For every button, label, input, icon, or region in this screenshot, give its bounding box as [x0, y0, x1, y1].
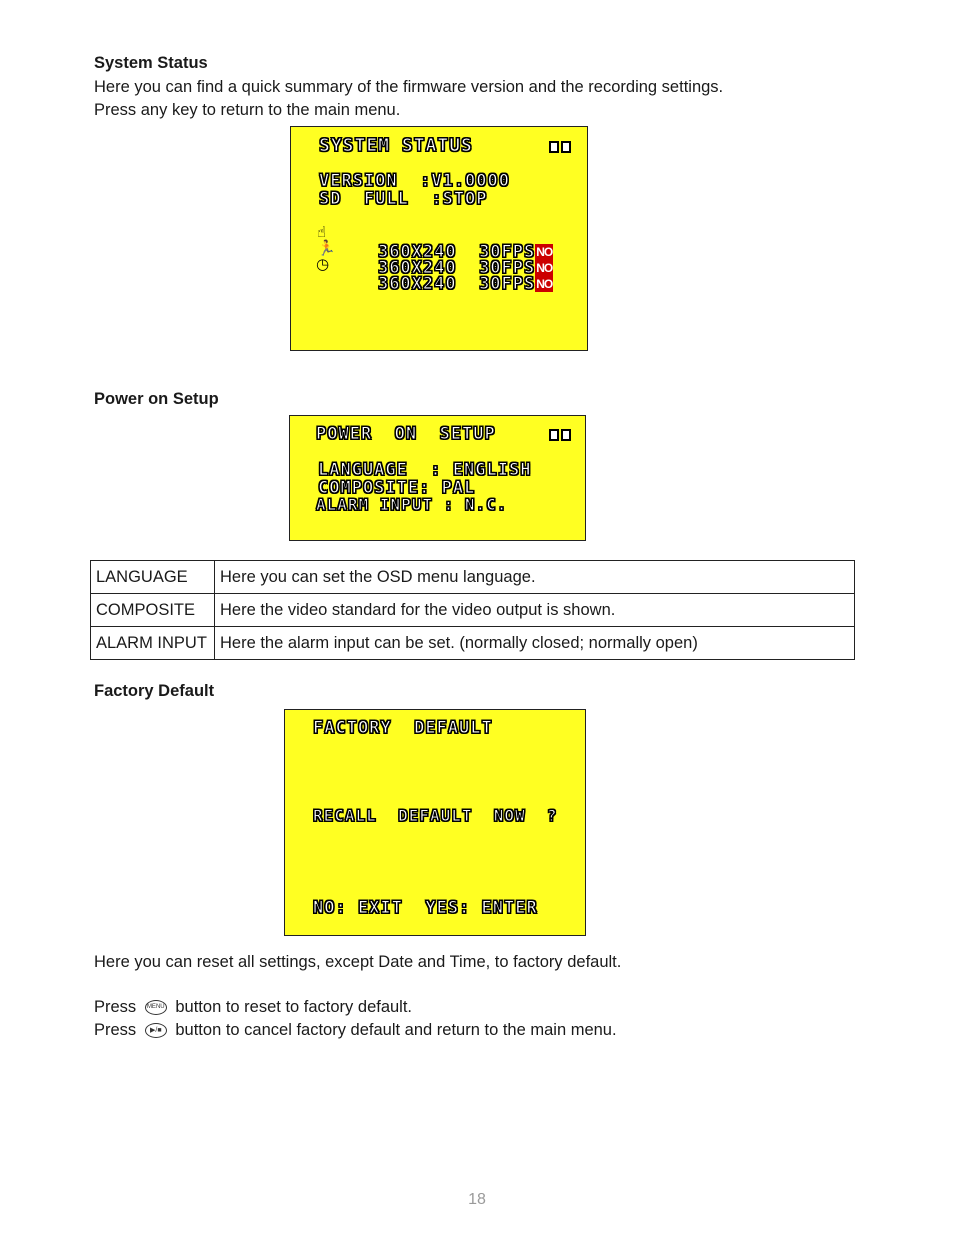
osd-question: RECALL DEFAULT NOW ?: [313, 806, 558, 825]
settings-description-table: [90, 560, 855, 660]
osd-record-row-text: 360X240 30FPS: [377, 274, 536, 294]
menu-button-icon: MENU: [145, 1000, 167, 1015]
section-heading-factory-default: Factory Default: [94, 682, 215, 700]
table-cell-value: Here the alarm input can be set. (normally closed; normally open): [215, 627, 855, 660]
osd-alarm-line: ALARM INPUT : N.C.: [316, 495, 508, 514]
table-cell-key: COMPOSITE: [91, 594, 215, 627]
osd-title: SYSTEM STATUS: [319, 135, 473, 156]
osd-language-line: LANGUAGE : ENGLISH: [318, 460, 532, 480]
table-row: [91, 561, 855, 594]
osd-record-flag: NO: [536, 245, 553, 259]
factory-default-osd-screen: [284, 709, 586, 936]
power-on-setup-osd-screen: [289, 415, 586, 541]
table-row: [91, 594, 855, 627]
system-status-description: Here you can find a quick summary of the firmware version and the recording settings.: [94, 78, 724, 96]
square-icon: [561, 429, 571, 441]
osd-options: NO: EXIT YES: ENTER: [313, 898, 538, 918]
reset-instruction-line: [94, 996, 412, 1018]
table-cell-key: ALARM INPUT: [91, 627, 215, 660]
table-cell-value: Here you can set the OSD menu language.: [215, 561, 855, 594]
square-icon: [561, 141, 571, 153]
clock-icon: ◷: [316, 256, 330, 273]
section-heading-power-on-setup: Power on Setup: [94, 390, 219, 408]
osd-sd-line: SD FULL :STOP: [319, 189, 488, 209]
osd-version-line: VERSION :V1.0000: [319, 171, 510, 191]
osd-record-row-text: 360X240 30FPS: [377, 242, 536, 262]
square-icon: [549, 429, 559, 441]
section-heading-system-status: System Status: [94, 54, 208, 72]
play-stop-button-icon: ▶/■: [145, 1023, 167, 1038]
table-cell-value: Here the video standard for the video output is shown.: [215, 594, 855, 627]
osd-title: POWER ON SETUP: [316, 424, 496, 444]
page-number: 18: [468, 1191, 486, 1208]
osd-record-flag: NO: [536, 261, 553, 275]
osd-composite-line: COMPOSITE: PAL: [318, 478, 476, 498]
system-status-osd-screen: [290, 126, 588, 351]
osd-record-row: [333, 254, 553, 314]
factory-default-description: Here you can reset all settings, except Date and Time, to factory default.: [94, 953, 622, 971]
reset-instruction: button to reset to factory default.: [175, 998, 413, 1016]
table-row: [91, 627, 855, 660]
cancel-instruction-line: [94, 1019, 617, 1041]
running-person-icon: 🏃: [317, 240, 336, 257]
osd-record-flag: NO: [536, 277, 553, 291]
osd-title: FACTORY DEFAULT: [313, 718, 493, 738]
hand-icon: ☝: [317, 224, 327, 241]
cancel-instruction: button to cancel factory default and return to the main menu.: [175, 1021, 617, 1039]
press-word: Press: [94, 998, 137, 1016]
osd-record-row-text: 360X240 30FPS: [377, 258, 536, 278]
press-word: Press: [94, 1021, 137, 1039]
square-icon: [549, 141, 559, 153]
system-status-return-note: Press any key to return to the main menu.: [94, 101, 401, 119]
table-cell-key: LANGUAGE: [91, 561, 215, 594]
